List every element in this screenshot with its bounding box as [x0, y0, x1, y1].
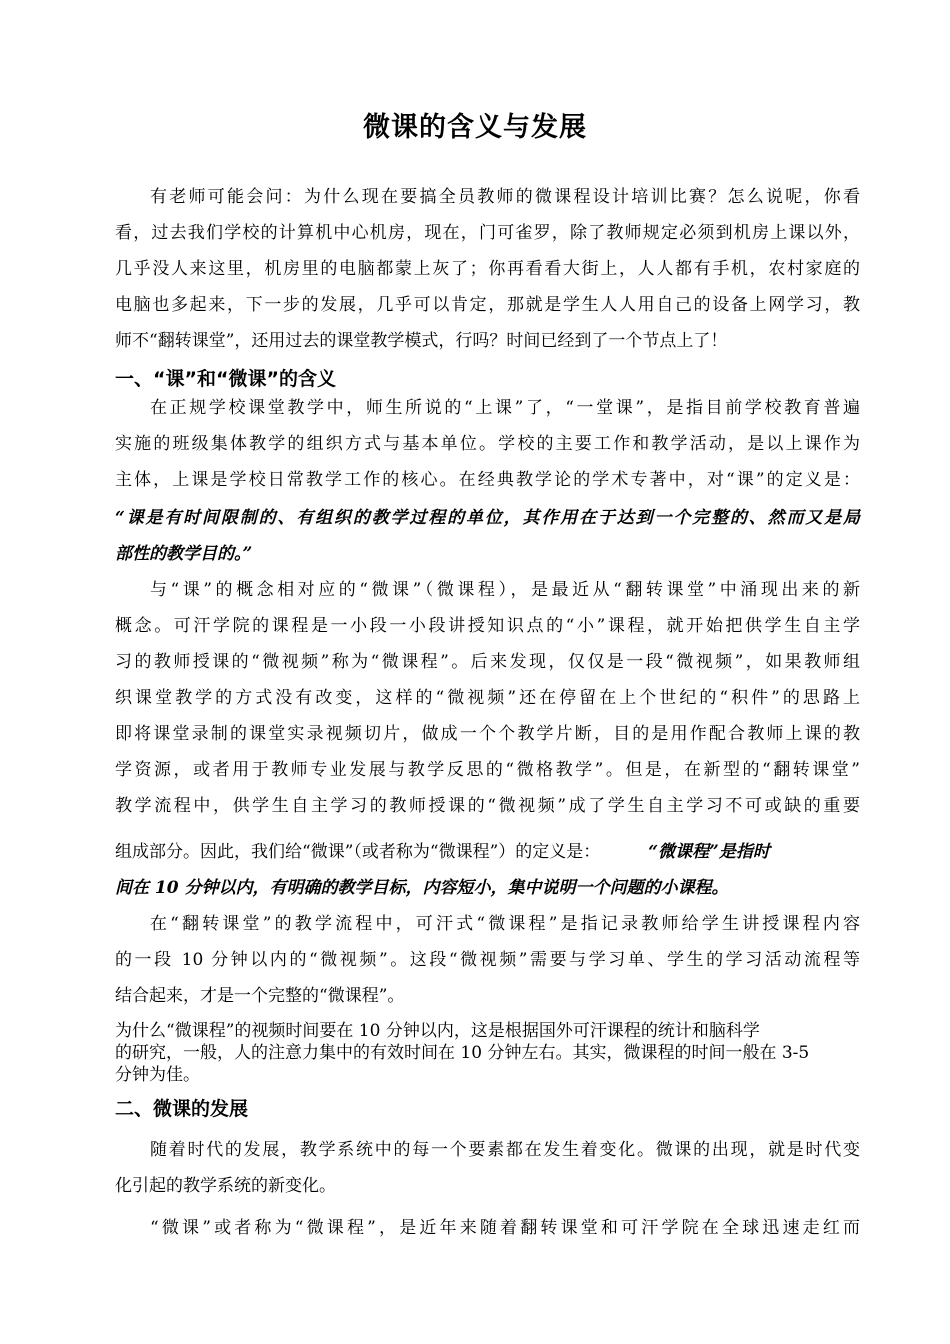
paragraph-line: 的一段 10 分钟以内的“微视频”。这段“微视频”需要与学习单、学生的学习活动流程等	[115, 950, 860, 970]
paragraph-line: 学资源，或者用于教师专业发展与教学反思的“微格教学”。但是，在新型的“翻转课堂”	[115, 760, 860, 780]
section1-heading: 一、“课”和“微课”的含义	[115, 368, 336, 390]
paragraph-line: 概念。可汗学院的课程是一小段一小段讲授知识点的“小”课程，就开始把供学生自主学	[115, 616, 860, 636]
quote-line: “课是有时间限制的、有组织的教学过程的单位，其作用在于达到一个完整的、然而又是局	[115, 508, 860, 528]
intro-line: 看，过去我们学校的计算机中心机房，现在，门可雀罗，除了教师规定必须到机房上课以外，	[115, 223, 860, 243]
paragraph-line: 习的教师授课的“微视频”称为“微课程”。后来发现，仅仅是一段“微视频”，如果教师组	[115, 652, 860, 672]
intro-line: 有老师可能会问：为什么现在要搞全员教师的微课程设计培训比赛？怎么说呢，你看	[150, 187, 860, 207]
definition-lead: 组成部分。因此，我们给“微课”（或者称为“微课程”）的定义是：	[115, 842, 601, 862]
paragraph-line: 在“翻转课堂”的教学流程中，可汗式“微课程”是指记录教师给学生讲授课程内容	[150, 914, 860, 934]
intro-line: 几乎没人来这里，机房里的电脑都蒙上灰了；你再看看大街上，人人都有手机，农村家庭的	[115, 259, 860, 279]
paragraph-line: 即将课堂录制的课堂实录视频切片，做成一个个教学片断，目的是用作配合教师上课的教	[115, 724, 860, 744]
paragraph-line: 结合起来，才是一个完整的“微课程”。	[115, 986, 405, 1006]
paragraph-line: 主体，上课是学校日常教学工作的核心。在经典教学论的学术专著中，对“课”的定义是：	[115, 470, 860, 490]
quote-line: 部性的教学目的。”	[115, 544, 253, 564]
paragraph-line: 为什么“微课程”的视频时间要在 10 分钟以内，这是根据国外可汗课程的统计和脑科学	[115, 1021, 760, 1041]
paragraph-line: 化引起的教学系统的新变化。	[115, 1176, 336, 1196]
intro-line: 师不“翻转课堂”，还用过去的课堂教学模式，行吗？时间已经到了一个节点上了！	[115, 331, 728, 351]
paragraph-line: “微课”或者称为“微课程”，是近年来随着翻转课堂和可汗学院在全球迅速走红而	[150, 1218, 860, 1238]
paragraph-line: 织课堂教学的方式没有改变，这样的“微视频”还在停留在上个世纪的“积件”的思路上	[115, 688, 860, 708]
paragraph-line: 教学流程中，供学生自主学习的教师授课的“微视频”成了学生自主学习不可或缺的重要	[115, 796, 860, 816]
definition-line	[115, 840, 860, 864]
paragraph-line: 的研究，一般，人的注意力集中的有效时间在 10 分钟左右。其实，微课程的时间一般在 3-5	[115, 1043, 810, 1063]
definition-bold-start: “微课程”是指时	[648, 842, 770, 862]
intro-line: 电脑也多起来，下一步的发展，几乎可以肯定，那就是学生人人用自己的设备上网学习，教	[115, 295, 860, 315]
paragraph-line: 与“课”的概念相对应的“微课”（微课程），是最近从“翻转课堂”中涌现出来的新	[150, 580, 860, 600]
paragraph-line: 实施的班级集体教学的组织方式与基本单位。学校的主要工作和教学活动，是以上课作为	[115, 434, 860, 454]
paragraph-line: 随着时代的发展，教学系统中的每一个要素都在发生着变化。微课的出现，就是时代变	[150, 1140, 860, 1160]
definition-bold-line: 间在 10 分钟以内，有明确的教学目标，内容短小，集中说明一个问题的小课程。	[115, 878, 729, 898]
document-title: 微课的含义与发展	[363, 112, 587, 143]
paragraph-line: 分钟为佳。	[115, 1065, 200, 1085]
paragraph-line: 在正规学校课堂教学中，师生所说的“上课”了，“一堂课”，是指目前学校教育普遍	[150, 398, 860, 418]
section2-heading: 二、微课的发展	[115, 1098, 249, 1120]
